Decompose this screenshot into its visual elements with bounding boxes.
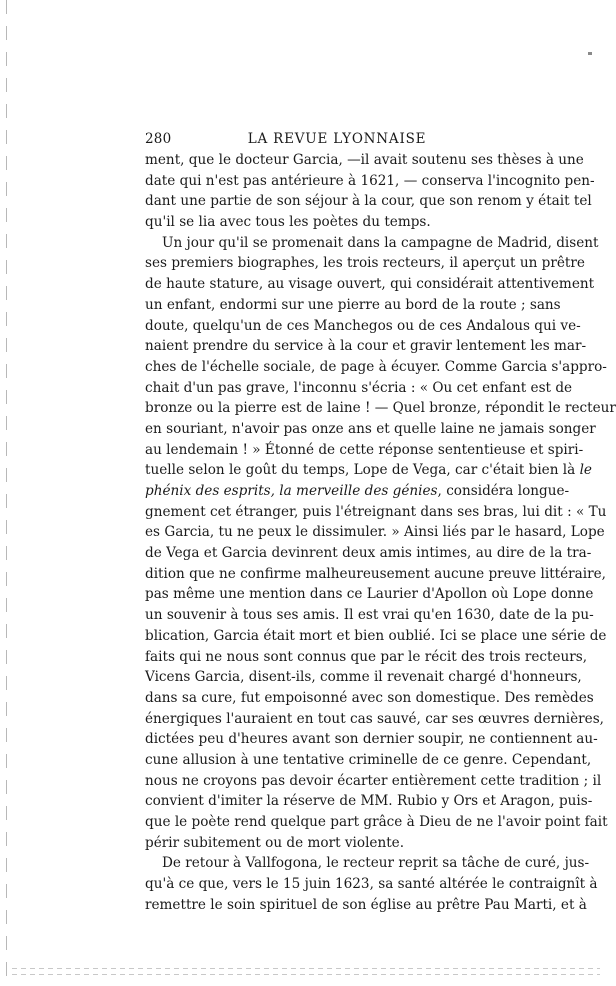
text-line: de Vega et Garcia devinrent deux amis intimes, au dire de la tra- (145, 545, 592, 562)
page-bottom-edge (12, 968, 600, 969)
text-line: énergiques l'auraient en tout cas sauvé, car ses œuvres dernières, (145, 710, 604, 727)
paragraph-start-line: De retour à Vallfogona, le recteur reprit sa tâche de curé, jus- (162, 855, 590, 872)
running-title: LA REVUE LYONNAISE (247, 131, 427, 147)
text-line: naient prendre du service à la cour et gravir lentement les mar- (145, 338, 587, 355)
text-line: pas même une mention dans ce Laurier d'Apollon où Lope donne (145, 586, 594, 603)
text-line-with-italic (145, 481, 570, 502)
scan-speck (588, 52, 592, 55)
text-line: Vicens Garcia, disent-ils, comme il revenait chargé d'honneurs, (145, 669, 582, 686)
text-line: qu'il se lia avec tous les poètes du temps. (145, 214, 431, 231)
text-line: qu'à ce que, vers le 15 juin 1623, sa santé altérée le contraignît à (145, 876, 598, 893)
text-line: de haute stature, au visage ouvert, qui considérait attentivement (145, 276, 595, 293)
text-line: convient d'imiter la réserve de MM. Rubio y Ors et Aragon, puis- (145, 793, 593, 810)
text-line-with-italic (145, 460, 592, 481)
text-line: périr subitement ou de mort violente. (145, 834, 405, 851)
body-text (145, 150, 616, 915)
text-line: blication, Garcia était mort et bien oublié. Ici se place une série de (145, 627, 607, 644)
text-line: bronze ou la pierre est de laine ! — Quel bronze, répondit le recteur (145, 400, 616, 417)
page-bottom-edge-secondary (12, 974, 600, 975)
paragraph-start-line: Un jour qu'il se promenait dans la campagne de Madrid, disent (162, 234, 599, 251)
text-line: chait d'un pas grave, l'inconnu s'écria : « Ou cet enfant est de (145, 379, 573, 396)
text-line: cune allusion à une tentative criminelle de ce genre. Cependant, (145, 751, 592, 768)
text-line: remettre le soin spirituel de son église au prêtre Pau Marti, et à (145, 896, 587, 913)
text-line: que le poète rend quelque part grâce à Dieu de ne l'avoir point fait (145, 814, 608, 830)
text-line: dition que ne confirme malheureusement aucune preuve littéraire, (145, 565, 606, 582)
text-line: ment, que le docteur Garcia, —il avait soutenu ses thèses à une (145, 152, 584, 168)
text-line: dant une partie de son séjour à la cour, que son renom y était tel (145, 193, 592, 210)
text-line: dictées peu d'heures avant son dernier soupir, ne contiennent au- (145, 731, 598, 748)
text-line: en souriant, n'avoir pas onze ans et quelle laine ne jamais songer (145, 420, 596, 437)
text-line: un enfant, endormi sur une pierre au bord de la route ; sans (145, 296, 561, 313)
text-line: doute, quelqu'un de ces Manchegos ou de ces Andalous qui ve- (145, 317, 581, 334)
text-line: dans sa cure, fut empoisonné avec son domestique. Des remèdes (145, 689, 594, 706)
text-line: date qui n'est pas antérieure à 1621, — conserva l'incognito pen- (145, 172, 595, 189)
text-line: es Garcia, tu ne peux le dissimuler. » Ainsi liés par le hasard, Lope (145, 524, 605, 541)
text-line: un souvenir à tous ses amis. Il est vrai qu'en 1630, date de la pu- (145, 607, 594, 624)
text-line: ches de l'échelle sociale, de page à écuyer. Comme Garcia s'appro- (145, 358, 607, 375)
page-header (145, 131, 529, 149)
text-line: au lendemain ! » Étonné de cette réponse sententieuse et spiri- (145, 441, 584, 458)
italic-span: le (579, 462, 592, 479)
text-span: tuelle selon le goût du temps, Lope de Vega, car c'était bien là (145, 462, 576, 479)
text-line: gnement cet étranger, puis l'étreignant dans ses bras, lui dit : « Tu (145, 503, 607, 520)
page-number: 280 (145, 131, 172, 147)
binding-edge (6, 0, 7, 986)
text-span: , considéra longue- (437, 483, 570, 499)
text-line: faits qui ne nous sont connus que par le récit des trois recteurs, (145, 648, 588, 665)
text-line: nous ne croyons pas devoir écarter entièrement cette tradition ; il (145, 772, 602, 789)
italic-span: phénix des esprits, la merveille des génies (145, 483, 438, 499)
text-line: ses premiers biographes, les trois recteurs, il aperçut un prêtre (145, 255, 585, 272)
